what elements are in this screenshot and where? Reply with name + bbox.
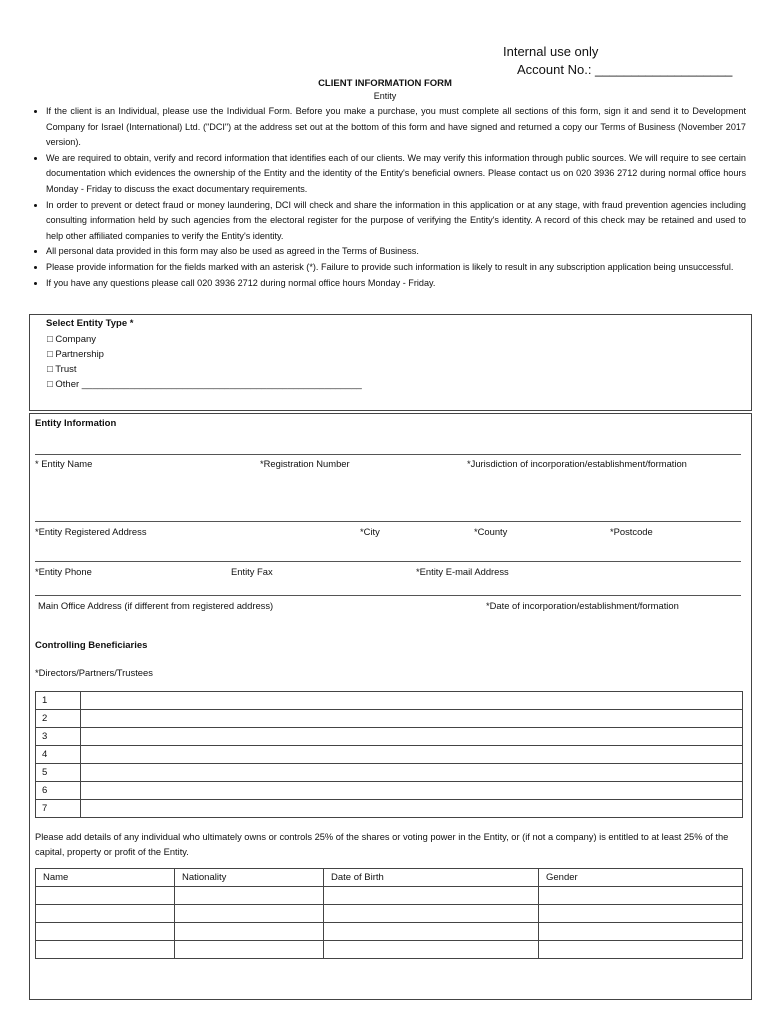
instruction-item: • All personal data provided in this form may also be used as agreed in the Terms of Business. [46,244,746,260]
instruction-item: • If the client is an Individual, please use the Individual Form. Before you make a purchase, you must complete all sections of this form, sign it and send it to Development Company for Israel (International) Ltd. ("DCI") at the address set out at the bottom of this form and have signed and returned a copy our Terms of Business (November 2017 version). [46,104,746,151]
beneficiary-gender-input[interactable] [539,923,743,941]
beneficiary-gender-input[interactable] [539,941,743,959]
director-input[interactable] [81,692,743,710]
gender-header: Gender [539,869,743,887]
instruction-item: • We are required to obtain, verify and record information that identifies each of our clients. We may verify this information through public sources. We will require to see certain documentation which evidences the ownership of the Entity and the identity of the Entity's beneficial owners. Please contact us on 020 3936 2712 during normal office hours Monday - Friday to discuss the exact documentary requirements. [46,151,746,198]
table-row [36,887,743,905]
instructions-list [28,104,746,291]
instruction-item: • In order to prevent or detect fraud or money laundering, DCI will check and share the information in this application or at any stage, with fraud prevention agencies including consulting information held by such agencies from the electoral register for the purpose of verifying the Entity's identity. A record of this check may be retained and used to help other affiliated companies to verify the Entity's identity. [46,198,746,245]
controlling-beneficiaries-title: Controlling Beneficiaries [35,640,148,651]
postcode-label: *Postcode [610,526,653,537]
director-input[interactable] [81,764,743,782]
entity-name-label: * Entity Name [35,458,93,469]
beneficiary-dob-input[interactable] [324,923,539,941]
beneficiary-nationality-input[interactable] [175,887,324,905]
internal-use-label: Internal use only [503,44,599,59]
city-label: *City [360,526,380,537]
entity-type-title: Select Entity Type * [46,318,134,329]
beneficiary-dob-input[interactable] [324,887,539,905]
county-label: *County [474,526,508,537]
beneficiary-dob-input[interactable] [324,905,539,923]
account-number-field[interactable]: Account No.: ___________________ [517,62,733,77]
table-row [36,923,743,941]
table-row: 2 [36,710,743,728]
beneficiary-name-input[interactable] [36,905,175,923]
instruction-item: • Please provide information for the fields marked with an asterisk (*). Failure to provide such information is likely to result in any subscription application being unsuccessful. [46,260,746,276]
table-row: 5 [36,764,743,782]
entity-phone-input[interactable] [35,561,741,562]
beneficiary-name-input[interactable] [36,887,175,905]
beneficiary-name-input[interactable] [36,941,175,959]
registered-address-label: *Entity Registered Address [35,526,147,537]
beneficiary-nationality-input[interactable] [175,905,324,923]
table-row: 3 [36,728,743,746]
instruction-item: • If you have any questions please call 020 3936 2712 during normal office hours Monday - Friday. [46,276,746,292]
date-of-incorporation-label: *Date of incorporation/establishment/formation [486,600,679,611]
form-subtitle: Entity [373,91,397,101]
beneficiary-nationality-input[interactable] [175,941,324,959]
table-row [36,905,743,923]
main-office-address-label: Main Office Address (if different from registered address) [38,600,274,611]
registration-number-label: *Registration Number [260,458,350,469]
entity-type-box [29,314,752,411]
director-input[interactable] [81,782,743,800]
form-title: CLIENT INFORMATION FORM [318,78,452,89]
director-input[interactable] [81,710,743,728]
name-header: Name [36,869,175,887]
jurisdiction-label: *Jurisdiction of incorporation/establishment/formation [467,458,687,469]
beneficiary-nationality-input[interactable] [175,923,324,941]
beneficiary-dob-input[interactable] [324,941,539,959]
entity-name-input[interactable] [35,454,741,455]
entity-type-option-company[interactable]: □ Company [47,334,97,345]
entity-type-option-other[interactable]: □ Other _____________________________________________________ [47,379,362,390]
table-row: 7 [36,800,743,818]
director-input[interactable] [81,800,743,818]
date-of-birth-header: Date of Birth [324,869,539,887]
registered-address-input[interactable] [35,521,741,522]
directors-label: *Directors/Partners/Trustees [35,667,153,678]
beneficiary-gender-input[interactable] [539,905,743,923]
table-row: 1 [36,692,743,710]
beneficiaries-table [35,868,743,959]
table-row [36,941,743,959]
table-row: 6 [36,782,743,800]
main-office-address-input[interactable] [35,595,741,596]
directors-table [35,691,743,818]
entity-type-option-partnership[interactable]: □ Partnership [47,349,104,360]
beneficiary-gender-input[interactable] [539,887,743,905]
table-header-row [36,869,743,887]
entity-email-label: *Entity E-mail Address [416,566,509,577]
beneficiary-note: Please add details of any individual who ultimately owns or controls 25% of the shares or voting power in the Entity, or (if not a company) is entitled to at least 25% of the capital, property or profit of the Entity. [35,832,729,857]
table-row: 4 [36,746,743,764]
beneficiary-name-input[interactable] [36,923,175,941]
director-input[interactable] [81,746,743,764]
entity-information-title: Entity Information [35,418,117,429]
director-input[interactable] [81,728,743,746]
entity-phone-label: *Entity Phone [35,566,92,577]
entity-fax-label: Entity Fax [231,566,273,577]
nationality-header: Nationality [175,869,324,887]
entity-type-option-trust[interactable]: □ Trust [47,364,77,375]
